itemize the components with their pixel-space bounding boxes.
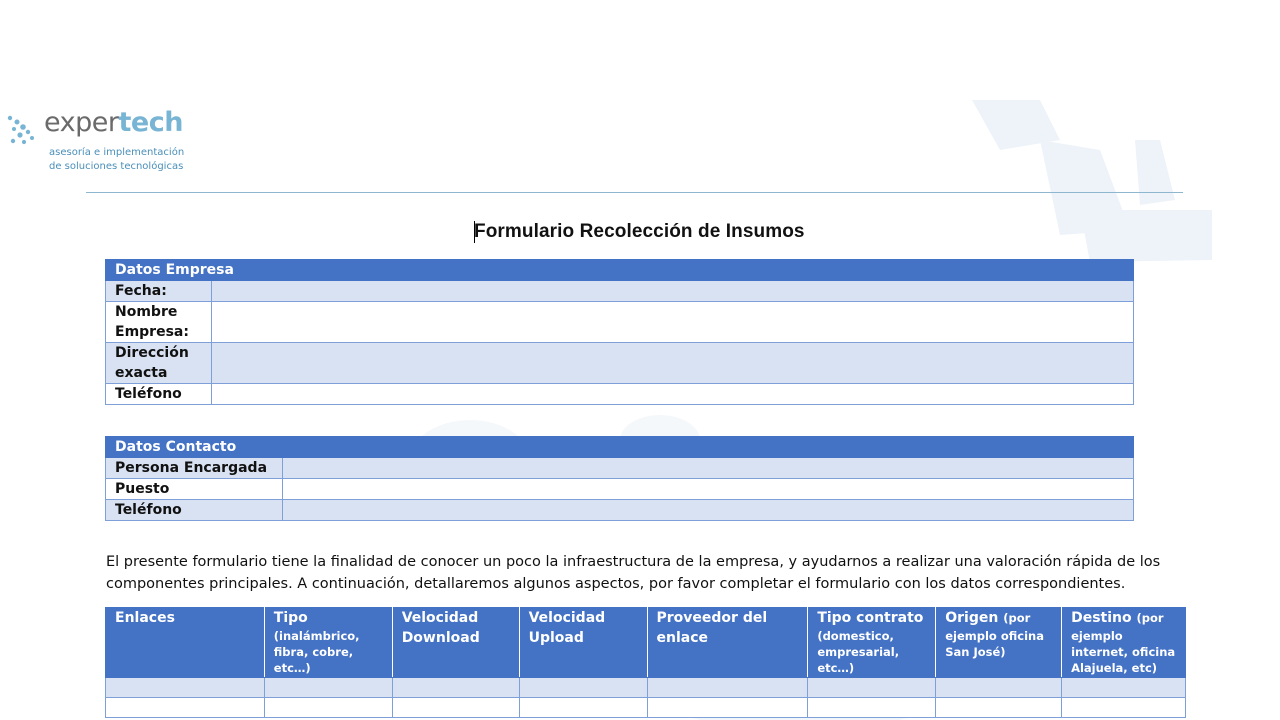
table-cell[interactable] (808, 698, 936, 718)
col-velocidad-upload (519, 608, 647, 678)
intro-paragraph-line1: El presente formulario tiene la finalidad de conocer un poco la infraestructura de la empresa, y ayudarnos a realizar una valoración rápida de los (106, 554, 1161, 570)
table-cell[interactable] (1062, 678, 1186, 698)
table-row (106, 678, 1186, 698)
telefono-empresa-label: Teléfono (106, 384, 212, 405)
logo-dots-icon (6, 112, 46, 152)
nombre-empresa-label (106, 302, 212, 343)
logo-tagline-line1: asesoría e implementación (49, 147, 185, 158)
direccion-label (106, 343, 212, 384)
table-cell[interactable] (264, 698, 392, 718)
telefono-contacto-field[interactable] (283, 500, 1134, 521)
telefono-empresa-field[interactable] (212, 384, 1134, 405)
col-tipo-sub: (inalámbrico, fibra, cobre, etc…) (273, 629, 360, 675)
persona-encargada-field[interactable] (283, 458, 1134, 479)
logo-tagline (49, 146, 184, 174)
expertech-logo (6, 108, 206, 178)
fecha-field[interactable] (212, 281, 1134, 302)
col-tipo-contrato (808, 608, 936, 678)
col-velocidad-download (392, 608, 519, 678)
col-tipo-contrato-sub: (domestico, empresarial, etc…) (817, 629, 900, 675)
logo-tagline-line2: de soluciones tecnológicas (49, 161, 184, 172)
persona-encargada-label: Persona Encargada (106, 458, 283, 479)
logo-wordmark (44, 106, 183, 140)
table-cell[interactable] (808, 678, 936, 698)
col-destino-title: Destino (1071, 610, 1132, 626)
table-cell[interactable] (106, 698, 265, 718)
col-origen-title: Origen (945, 610, 999, 626)
nombre-empresa-label-line1: Nombre (115, 304, 178, 320)
datos-contacto-table (105, 436, 1134, 521)
document-title[interactable]: Formulario Recolección de Insumos (474, 221, 805, 242)
puesto-label: Puesto (106, 479, 283, 500)
table-cell[interactable] (106, 678, 265, 698)
col-proveedor (647, 608, 808, 678)
table-cell[interactable] (264, 678, 392, 698)
col-tipo-contrato-title: Tipo contrato (817, 610, 924, 626)
table-cell[interactable] (519, 678, 647, 698)
col-destino-inline: (por (1136, 611, 1164, 625)
table-cell[interactable] (647, 678, 808, 698)
col-enlaces-title: Enlaces (115, 610, 175, 626)
direccion-label-line2: exacta (115, 365, 168, 381)
col-enlaces (106, 608, 265, 678)
col-destino-sub: ejemplo internet, oficina Alajuela, etc) (1071, 629, 1176, 675)
datos-contacto-header: Datos Contacto (106, 437, 1134, 458)
col-origen (936, 608, 1062, 678)
col-velocidad-upload-title: Velocidad Upload (528, 610, 606, 646)
col-origen-inline: (por (1003, 611, 1031, 625)
direccion-label-line1: Dirección (115, 345, 189, 361)
enlaces-table (105, 607, 1186, 718)
col-velocidad-download-title: Velocidad Download (401, 610, 480, 646)
header-divider (86, 192, 1183, 193)
col-origen-sub: ejemplo oficina San José) (945, 629, 1044, 659)
puesto-field[interactable] (283, 479, 1134, 500)
table-cell[interactable] (936, 698, 1062, 718)
datos-empresa-table (105, 259, 1134, 405)
col-tipo-title: Tipo (273, 610, 308, 626)
table-cell[interactable] (392, 698, 519, 718)
nombre-empresa-field[interactable] (212, 302, 1134, 343)
nombre-empresa-label-line2: Empresa: (115, 324, 189, 340)
col-tipo (264, 608, 392, 678)
direccion-field[interactable] (212, 343, 1134, 384)
table-cell[interactable] (1062, 698, 1186, 718)
fecha-label: Fecha: (106, 281, 212, 302)
intro-paragraph-line2: componentes principales. A continuación, detallaremos algunos aspectos, por favor completar el formulario con los datos correspondientes. (106, 576, 1126, 592)
col-proveedor-title: Proveedor del enlace (656, 610, 768, 646)
logo-word-part1: exper (44, 107, 119, 138)
table-cell[interactable] (936, 678, 1062, 698)
intro-paragraph (106, 551, 1196, 595)
col-destino (1062, 608, 1186, 678)
datos-empresa-header: Datos Empresa (106, 260, 1134, 281)
table-row (106, 698, 1186, 718)
telefono-contacto-label: Teléfono (106, 500, 283, 521)
table-cell[interactable] (392, 678, 519, 698)
table-cell[interactable] (647, 698, 808, 718)
table-cell[interactable] (519, 698, 647, 718)
logo-word-part2: tech (118, 107, 183, 138)
